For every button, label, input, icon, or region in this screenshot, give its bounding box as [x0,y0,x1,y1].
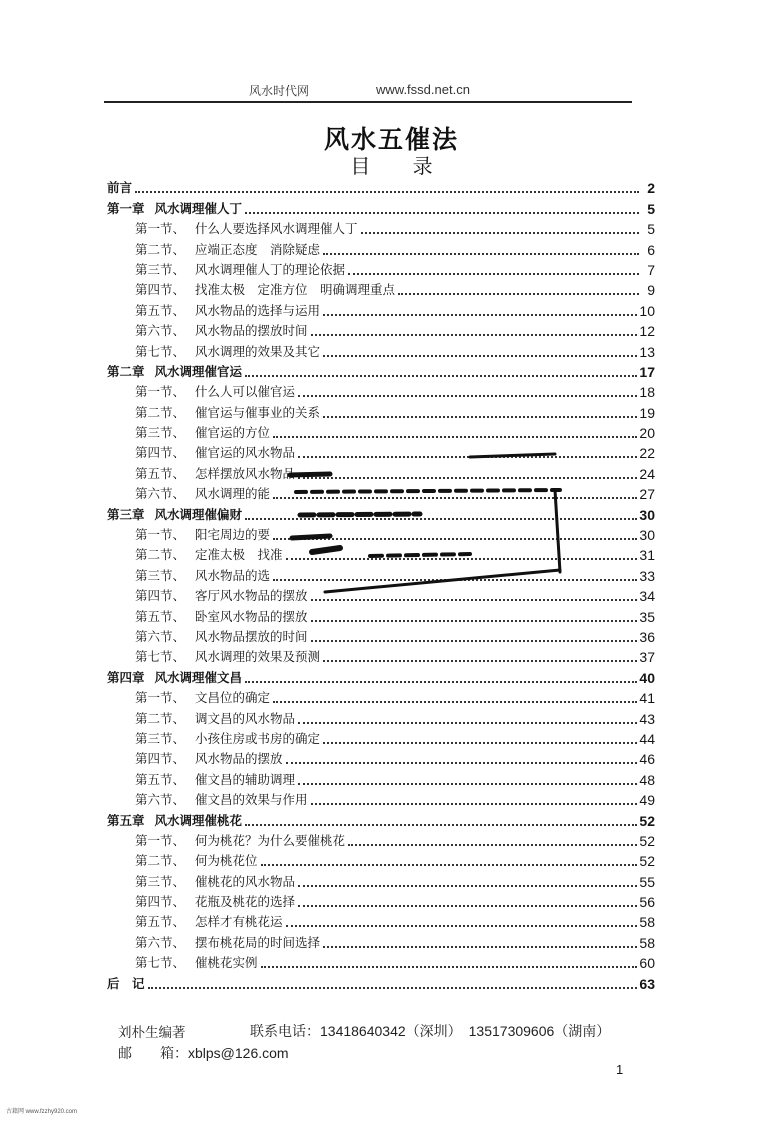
toc-page-number: 20 [639,425,655,442]
toc-label: 催桃花实例 [195,955,258,971]
toc-leader-dots [273,701,637,703]
page-number: 1 [616,1062,624,1077]
toc-section-row [107,747,655,767]
toc-leader-dots [245,375,637,377]
toc-section-row [107,625,655,645]
toc-page-number: 52 [639,853,655,870]
toc-heading: 目 录 [350,154,451,178]
toc-number: 第六节、 [135,792,186,808]
toc-page-number: 30 [639,527,655,544]
toc-number: 第三节、 [135,261,186,277]
toc-page-number: 49 [639,792,655,809]
toc-number: 第四节、 [135,445,186,461]
toc-section-row [107,319,655,339]
toc-leader-dots [298,456,637,458]
toc-page-number: 27 [639,486,655,503]
toc-chapter-row [107,360,655,380]
toc-page-number: 10 [639,302,655,319]
toc-label: 风水调理的效果及其它 [195,343,321,359]
toc-page-number: 6 [647,241,655,258]
toc-number: 第一节、 [135,527,186,543]
toc-label: 催文昌的辅助调理 [195,771,296,787]
toc-label: 催官运的方位 [195,425,271,441]
toc-leader-dots [311,620,638,622]
toc-label: 风水调理催人丁的理论依据 [195,261,346,277]
toc-leader-dots [298,722,637,724]
toc-label: 应端正态度 消除疑虑 [195,241,321,257]
toc-number: 第四节、 [135,588,186,604]
toc-chapter-row [107,502,655,522]
toc-label: 催官运的风水物品 [195,445,296,461]
toc-chapter-row [107,808,655,828]
toc-section-row [107,706,655,726]
toc-section-row [107,482,655,502]
toc-page-number: 18 [639,384,655,401]
toc-section-row [107,869,655,889]
toc-label: 定准太极 找准 [195,547,283,563]
toc-label: 调文昌的风水物品 [195,710,296,726]
toc-label: 什么人可以催官运 [195,384,296,400]
toc-label: 风水调理的效果及预测 [195,649,321,665]
toc-label: 阳宅周边的要 [195,527,271,543]
document-title: 风水五催法 [323,125,459,154]
toc-page-number: 5 [647,221,655,238]
toc-number: 第四节、 [135,282,186,298]
toc-section-row [107,686,655,706]
toc-section-row [107,951,655,971]
toc-label: 风水调理催偏财 [154,506,243,522]
toc-number: 第六节、 [135,628,186,644]
toc-chapter-row [107,665,655,685]
toc-number: 第二节、 [135,853,186,869]
toc-page-number: 55 [639,873,655,890]
toc-leader-dots [398,293,639,295]
toc-number: 第二节、 [135,404,186,420]
toc-page-number: 52 [639,812,655,829]
toc-page-number: 40 [639,669,655,686]
toc-number: 第四节、 [135,894,186,910]
toc-page-number: 33 [639,567,655,584]
toc-label: 什么人要选择风水调理催人丁 [195,221,358,237]
toc-leader-dots [245,681,637,683]
toc-section-row [107,563,655,583]
toc-page-number: 9 [647,282,655,299]
toc-section-row [107,767,655,787]
toc-label: 摆布桃花局的时间选择 [195,934,321,950]
toc-leader-dots [298,477,637,479]
toc-page-number: 36 [639,628,655,645]
toc-number: 第五节、 [135,465,186,481]
toc-number: 第一章 [107,200,145,216]
toc-leader-dots [311,599,638,601]
toc-section-row [107,400,655,420]
toc-label: 风水调理催人丁 [154,200,243,216]
header-site-url: www.fssd.net.cn [376,82,470,97]
toc-number: 第六节、 [135,323,186,339]
toc-section-row [107,441,655,461]
toc-label: 何为桃花位 [195,853,258,869]
toc-page-number: 35 [639,608,655,625]
toc-label: 卧室风水物品的摆放 [195,608,308,624]
toc-leader-dots [348,273,639,275]
toc-leader-dots [323,416,637,418]
toc-page-number: 17 [639,363,655,380]
toc-leader-dots [273,579,637,581]
toc-label: 怎样才有桃花运 [195,914,283,930]
toc-label: 花瓶及桃花的选择 [195,894,296,910]
toc-section-row [107,930,655,950]
toc-number: 第四章 [107,669,145,685]
toc-number: 第五节、 [135,771,186,787]
toc-leader-dots [323,253,639,255]
toc-number: 第三节、 [135,425,186,441]
toc-leader-dots [245,212,639,214]
toc-page-number: 46 [639,751,655,768]
toc-number: 第二节、 [135,547,186,563]
toc-number: 第七节、 [135,649,186,665]
header-rule [104,101,632,103]
toc-number: 第三节、 [135,873,186,889]
toc-label: 风水物品的选择与运用 [195,302,321,318]
toc-section-row [107,258,655,278]
toc-section-row [107,421,655,441]
toc-section-row [107,645,655,665]
toc-leader-dots [273,436,637,438]
toc-number: 第七节、 [135,343,186,359]
toc-label: 风水调理催官运 [154,363,243,379]
toc-section-row [107,339,655,359]
toc-number: 第七节、 [135,955,186,971]
toc-label: 客厅风水物品的摆放 [195,588,308,604]
toc-page-number: 34 [639,588,655,605]
toc-label: 风水物品的摆放时间 [195,323,308,339]
toc-number: 第五节、 [135,302,186,318]
toc-number: 第三章 [107,506,145,522]
toc-leader-dots [323,660,637,662]
toc-section-row [107,523,655,543]
toc-label: 催官运与催事业的关系 [195,404,321,420]
footer-author: 刘朴生编著 [118,1025,186,1041]
toc-number: 第一节、 [135,221,186,237]
toc-page-number: 22 [639,445,655,462]
toc-number: 第三节、 [135,567,186,583]
toc-leader-dots [273,497,637,499]
toc-number: 第四节、 [135,751,186,767]
toc-page-number: 24 [639,465,655,482]
toc-label: 后 记 [107,975,145,991]
toc-section-row [107,910,655,930]
toc-label: 风水物品的摆放 [195,751,283,767]
toc-leader-dots [361,232,639,234]
toc-number: 第五章 [107,812,145,828]
toc-page-number: 13 [639,343,655,360]
toc-page-number: 58 [639,934,655,951]
toc-leader-dots [148,987,638,989]
toc-leader-dots [245,518,637,520]
toc-leader-dots [323,314,637,316]
toc-leader-dots [311,334,638,336]
toc-label: 怎样摆放风水物品 [195,465,296,481]
toc-leader-dots [298,395,637,397]
toc-page-number: 63 [639,975,655,992]
toc-chapter-row [107,176,655,196]
toc-page-number: 2 [647,180,655,197]
toc-page-number: 5 [647,200,655,217]
toc-leader-dots [261,966,638,968]
toc-page-number: 30 [639,506,655,523]
toc-section-row [107,217,655,237]
toc-number: 第一节、 [135,690,186,706]
toc-leader-dots [273,538,637,540]
page-header [104,80,632,100]
toc-leader-dots [245,824,637,826]
toc-section-row [107,849,655,869]
toc-page-number: 60 [639,955,655,972]
toc-leader-dots [261,864,638,866]
toc-leader-dots [286,762,638,764]
toc-leader-dots [298,783,637,785]
toc-label: 文昌位的确定 [195,690,271,706]
toc-page-number: 7 [647,261,655,278]
toc-page-number: 43 [639,710,655,727]
toc-leader-dots [311,803,638,805]
toc-page-number: 41 [639,690,655,707]
toc-section-row [107,829,655,849]
toc-page-number: 37 [639,649,655,666]
footer-email: 邮 箱：xblps@126.com [118,1045,289,1061]
toc-section-row [107,380,655,400]
toc-leader-dots [286,558,638,560]
watermark: 古籍网 www.fzzhy920.com [6,1109,78,1115]
toc-page-number: 48 [639,771,655,788]
toc-label: 找准太极 定准方位 明确调理重点 [195,282,396,298]
toc-number: 第五节、 [135,914,186,930]
toc-page-number: 19 [639,404,655,421]
toc-leader-dots [323,742,637,744]
toc-label: 催桃花的风水物品 [195,873,296,889]
toc-label: 前言 [107,180,133,196]
toc-page-number: 44 [639,730,655,747]
toc-number: 第六节、 [135,934,186,950]
toc-leader-dots [348,844,637,846]
toc-page-number: 12 [639,323,655,340]
toc-leader-dots [311,640,638,642]
toc-leader-dots [323,355,637,357]
toc-page-number: 56 [639,894,655,911]
footer-contact: 联系电话：13418640342（深圳） 13517309606（湖南） [250,1023,611,1039]
toc-number: 第一节、 [135,384,186,400]
toc-section-row [107,584,655,604]
toc-label: 催文昌的效果与作用 [195,792,308,808]
toc-section-row [107,727,655,747]
toc-leader-dots [286,925,638,927]
toc-section-row [107,604,655,624]
table-of-contents [107,176,655,992]
toc-number: 第一节、 [135,832,186,848]
toc-section-row [107,543,655,563]
toc-number: 第三节、 [135,730,186,746]
toc-number: 第二章 [107,363,145,379]
toc-number: 第二节、 [135,710,186,726]
toc-number: 第二节、 [135,241,186,257]
toc-section-row [107,237,655,257]
toc-number: 第五节、 [135,608,186,624]
toc-label: 小孩住房或书房的确定 [195,730,321,746]
toc-label: 风水调理催桃花 [154,812,243,828]
toc-section-row [107,461,655,481]
toc-section-row [107,298,655,318]
toc-section-row [107,278,655,298]
toc-leader-dots [298,905,637,907]
toc-label: 风水物品摆放的时间 [195,628,308,644]
toc-leader-dots [298,885,637,887]
header-site-name: 风水时代网 [249,84,310,98]
toc-leader-dots [135,191,639,193]
toc-page-number: 31 [639,547,655,564]
toc-page-number: 52 [639,832,655,849]
toc-leader-dots [323,946,637,948]
toc-afterword-row [107,971,655,991]
toc-label: 风水调理的能 [195,486,271,502]
toc-number: 第六节、 [135,486,186,502]
toc-label: 风水物品的选 [195,567,271,583]
toc-page-number: 58 [639,914,655,931]
toc-label: 风水调理催文昌 [154,669,243,685]
toc-label: 何为桃花？为什么要催桃花 [195,832,346,848]
toc-chapter-row [107,196,655,216]
toc-section-row [107,890,655,910]
toc-section-row [107,788,655,808]
